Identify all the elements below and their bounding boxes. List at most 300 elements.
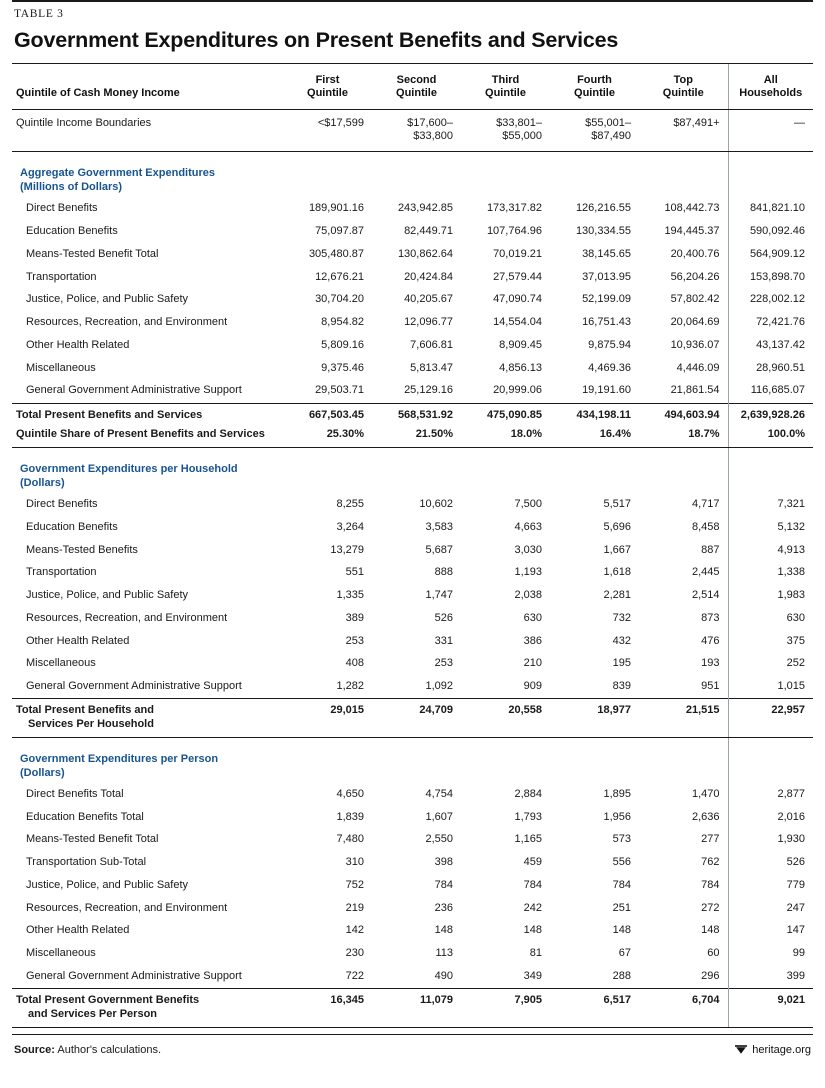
- cell-second-quintile: 130,862.64: [397, 247, 453, 260]
- row-label: Quintile Income Boundaries: [12, 109, 283, 151]
- row-label-line-2: and Services Per Person: [28, 1007, 158, 1020]
- cell-third-quintile: 81: [529, 947, 542, 960]
- header-line-1: Third: [491, 74, 520, 86]
- page-title: Government Expenditures on Present Benefits and Services: [14, 28, 619, 52]
- table-row: [12, 943, 813, 966]
- header-line-1: First: [315, 74, 340, 86]
- header-line-1: Second: [396, 74, 437, 86]
- table-row: [12, 806, 813, 829]
- cell-first-quintile: 12,676.21: [315, 270, 364, 283]
- row-label: Miscellaneous: [26, 657, 96, 670]
- cell-first-quintile: 9,375.46: [321, 361, 364, 374]
- cell-fourth-quintile: 67: [618, 947, 631, 960]
- cell-first-quintile: 3,264: [336, 520, 364, 533]
- cell-second-quintile: 568,531.92: [372, 403, 461, 426]
- cell-top-quintile: 2,514: [691, 589, 720, 602]
- cell-all-households: 228,002.12: [728, 289, 813, 312]
- cell-second-quintile: 11,079: [372, 989, 461, 1028]
- table-row: [12, 266, 813, 289]
- section-heading-line-2: (Dollars): [20, 767, 65, 780]
- section-heading-spacer: [728, 152, 813, 198]
- cell-top-quintile: 873: [701, 611, 720, 624]
- row-label: Transportation: [26, 566, 97, 579]
- cell-fourth-quintile: 38,145.65: [582, 247, 631, 260]
- cell-second-quintile: 7,606.81: [410, 338, 453, 351]
- column-header-all-households: [728, 64, 813, 109]
- cell-first-quintile: 16,345: [283, 989, 372, 1028]
- row-label: Means-Tested Benefit Total: [26, 833, 159, 846]
- cell-first-quintile: 5,809.16: [321, 338, 364, 351]
- cell-fourth-quintile: 434,198.11: [550, 403, 639, 426]
- cell-top-quintile: 277: [701, 833, 720, 846]
- cell-second-quintile: 243,942.85: [397, 202, 453, 215]
- row-label: Transportation: [26, 270, 97, 283]
- value-line-1: $17,600–: [407, 116, 453, 129]
- cell-first-quintile: 189,901.16: [308, 202, 364, 215]
- source-label: Source:: [14, 1044, 55, 1056]
- cell-fourth-quintile: 16.4%: [550, 426, 639, 447]
- cell-top-quintile: 194,445.37: [664, 225, 720, 238]
- table-row: [12, 380, 813, 403]
- header-line-2: Households: [739, 87, 803, 100]
- section-heading-spacer: [728, 737, 813, 783]
- row-label: Miscellaneous: [26, 947, 96, 960]
- cell-fourth-quintile: 2,281: [603, 589, 631, 602]
- cell-third-quintile: 2,884: [514, 787, 542, 800]
- row-label: Direct Benefits Total: [26, 787, 124, 800]
- cell-third-quintile: 47,090.74: [493, 293, 542, 306]
- cell-top-quintile: 2,445: [691, 566, 720, 579]
- cell-all-households: 841,821.10: [728, 198, 813, 221]
- cell-third-quintile: 20,999.06: [493, 384, 542, 397]
- table-header-row: [12, 64, 813, 109]
- cell-top-quintile: 108,442.73: [664, 202, 720, 215]
- table-row: [12, 289, 813, 312]
- table-row: [12, 334, 813, 357]
- cell-all-households: 252: [728, 653, 813, 676]
- cell-all-households: 2,639,928.26: [728, 403, 813, 426]
- cell-fourth-quintile: 126,216.55: [575, 202, 631, 215]
- cell-all-households: 526: [728, 852, 813, 875]
- cell-fourth-quintile: 4,469.36: [588, 361, 631, 374]
- cell-top-quintile: 148: [701, 924, 720, 937]
- table-row: [12, 494, 813, 517]
- cell-third-quintile: 459: [523, 856, 542, 869]
- row-label: [12, 699, 283, 738]
- cell-top-quintile: 784: [701, 878, 720, 891]
- cell-second-quintile: 490: [434, 969, 453, 982]
- cell-second-quintile: 113: [435, 947, 453, 960]
- row-label: Means-Tested Benefits: [26, 543, 138, 556]
- cell-third-quintile: 784: [523, 878, 542, 891]
- cell-top-quintile: 272: [701, 901, 720, 914]
- table-row: [12, 829, 813, 852]
- cell-top-quintile: 21,861.54: [670, 384, 720, 397]
- table-row: [12, 198, 813, 221]
- value-line-2: $33,800: [413, 130, 453, 142]
- cell-second-quintile: 4,754: [425, 787, 453, 800]
- cell-third-quintile: 909: [523, 680, 542, 693]
- row-label: Justice, Police, and Public Safety: [26, 589, 189, 602]
- table-row: [12, 852, 813, 875]
- cell-third-quintile: 7,905: [461, 989, 550, 1028]
- row-label: Total Present Benefits and Services: [12, 403, 283, 426]
- value-line-1: $33,801–: [496, 116, 542, 129]
- source-note: [14, 1044, 161, 1056]
- row-label: Resources, Recreation, and Environment: [26, 901, 228, 914]
- cell-all-households: 116,685.07: [728, 380, 813, 403]
- cell-first-quintile: 29,503.71: [315, 384, 364, 397]
- cell-all-households: 564,909.12: [728, 243, 813, 266]
- expenditures-table: [12, 64, 813, 1028]
- cell-first-quintile: 667,503.45: [283, 403, 372, 426]
- cell-second-quintile: 526: [434, 611, 453, 624]
- cell-top-quintile: 887: [701, 543, 720, 556]
- cell-all-households: 5,132: [728, 516, 813, 539]
- cell-first-quintile: 310: [345, 856, 364, 869]
- cell-second-quintile: 2,550: [425, 833, 453, 846]
- cell-top-quintile: 2,636: [691, 810, 720, 823]
- cell-first-quintile: 253: [345, 634, 364, 647]
- cell-all-households: 1,338: [728, 562, 813, 585]
- table-row: [12, 221, 813, 244]
- cell-fourth-quintile: 18,977: [550, 699, 639, 738]
- cell-all-households: 99: [728, 943, 813, 966]
- cell-third-quintile: 242: [523, 901, 542, 914]
- cell-top-quintile: 10,936.07: [670, 338, 720, 351]
- header-line-2: Quintile: [307, 87, 348, 100]
- heritage-logo-icon: [735, 1044, 747, 1056]
- cell-all-households: 630: [728, 607, 813, 630]
- cell-second-quintile: 5,687: [425, 543, 453, 556]
- page-footer: [0, 1034, 825, 1088]
- header-line-2: Quintile: [662, 87, 704, 100]
- cell-first-quintile: 7,480: [336, 833, 364, 846]
- cell-second-quintile: 12,096.77: [404, 316, 453, 329]
- cell-second-quintile: 253: [434, 657, 453, 670]
- cell-first-quintile: <$17,599: [283, 109, 372, 151]
- row-label: General Government Administrative Support: [26, 969, 242, 982]
- cell-third-quintile: 210: [523, 657, 542, 670]
- cell-fourth-quintile: 432: [612, 634, 631, 647]
- row-label: Justice, Police, and Public Safety: [26, 878, 189, 891]
- cell-fourth-quintile: 9,875.94: [588, 338, 631, 351]
- cell-top-quintile: 4,717: [691, 498, 720, 511]
- cell-first-quintile: 230: [345, 947, 364, 960]
- cell-all-households: 28,960.51: [728, 357, 813, 380]
- cell-all-households: —: [728, 109, 813, 151]
- row-label: Resources, Recreation, and Environment: [26, 611, 228, 624]
- cell-first-quintile: 389: [345, 611, 364, 624]
- cell-all-households: 1,015: [728, 676, 813, 699]
- cell-fourth-quintile: 1,895: [603, 787, 631, 800]
- cell-first-quintile: 75,097.87: [315, 225, 364, 238]
- cell-all-households: 7,321: [728, 494, 813, 517]
- cell-fourth-quintile: 52,199.09: [582, 293, 631, 306]
- cell-second-quintile: 10,602: [419, 498, 453, 511]
- cell-top-quintile: 494,603.94: [639, 403, 728, 426]
- cell-all-households: 1,983: [728, 585, 813, 608]
- row-label: Other Health Related: [26, 924, 130, 937]
- cell-first-quintile: 8,954.82: [321, 316, 364, 329]
- cell-top-quintile: 8,458: [691, 520, 720, 533]
- cell-third-quintile: 475,090.85: [461, 403, 550, 426]
- cell-fourth-quintile: 5,517: [603, 498, 631, 511]
- row-label: Direct Benefits: [26, 498, 98, 511]
- table-row: [12, 676, 813, 699]
- row-label: Quintile Share of Present Benefits and Services: [12, 426, 283, 447]
- table-row-quintile-income-boundaries: [12, 109, 813, 151]
- cell-first-quintile: 752: [345, 878, 364, 891]
- cell-second-quintile: 5,813.47: [410, 361, 453, 374]
- row-label: Justice, Police, and Public Safety: [26, 293, 189, 306]
- header-line-2: Quintile: [396, 87, 437, 100]
- row-label: Education Benefits: [26, 520, 118, 533]
- section-heading-line-1: Aggregate Government Expenditures: [20, 167, 215, 180]
- cell-third-quintile: 1,193: [514, 566, 542, 579]
- header-line-2: Quintile: [574, 87, 615, 100]
- cell-second-quintile: 21.50%: [372, 426, 461, 447]
- cell-top-quintile: $87,491+: [639, 109, 728, 151]
- cell-fourth-quintile: 130,334.55: [575, 225, 631, 238]
- brand-footer: [735, 1044, 811, 1056]
- table-row-total-present-benefits-and-services: [12, 403, 813, 426]
- cell-third-quintile: 4,663: [514, 520, 542, 533]
- table-row: [12, 607, 813, 630]
- cell-top-quintile: 762: [701, 856, 720, 869]
- section-heading-line-2: (Dollars): [20, 477, 65, 490]
- cell-first-quintile: 142: [345, 924, 364, 937]
- table-row: [12, 539, 813, 562]
- cell-fourth-quintile: [550, 109, 639, 151]
- table-row: [12, 783, 813, 806]
- cell-all-households: 100.0%: [728, 426, 813, 447]
- column-header-fourth-quintile: [550, 64, 639, 109]
- header-line-2: Quintile: [485, 87, 526, 100]
- cell-fourth-quintile: 288: [612, 969, 631, 982]
- table-row: [12, 357, 813, 380]
- cell-fourth-quintile: 251: [612, 901, 631, 914]
- cell-second-quintile: 40,205.67: [404, 293, 453, 306]
- cell-top-quintile: 18.7%: [639, 426, 728, 447]
- cell-all-households: 9,021: [728, 989, 813, 1028]
- cell-all-households: 22,957: [728, 699, 813, 738]
- cell-third-quintile: [461, 109, 550, 151]
- cell-second-quintile: 3,583: [425, 520, 453, 533]
- cell-third-quintile: 14,554.04: [493, 316, 542, 329]
- cell-second-quintile: 236: [434, 901, 453, 914]
- cell-second-quintile: 20,424.84: [404, 270, 453, 283]
- cell-top-quintile: 1,470: [691, 787, 720, 800]
- cell-top-quintile: 57,802.42: [670, 293, 720, 306]
- cell-second-quintile: 1,092: [425, 680, 453, 693]
- table-label: TABLE 3: [14, 8, 64, 20]
- cell-third-quintile: 20,558: [461, 699, 550, 738]
- cell-third-quintile: 107,764.96: [486, 225, 542, 238]
- cell-third-quintile: 7,500: [514, 498, 542, 511]
- cell-second-quintile: 82,449.71: [404, 225, 453, 238]
- column-header-first-quintile: [283, 64, 372, 109]
- row-label: Direct Benefits: [26, 202, 98, 215]
- cell-top-quintile: 476: [701, 634, 720, 647]
- cell-second-quintile: 1,747: [425, 589, 453, 602]
- cell-second-quintile: 25,129.16: [404, 384, 453, 397]
- table-row-total-per-household: [12, 699, 813, 738]
- cell-top-quintile: 20,400.76: [670, 247, 720, 260]
- row-label: [12, 989, 283, 1028]
- table-row: [12, 312, 813, 335]
- column-header-second-quintile: [372, 64, 461, 109]
- cell-first-quintile: 1,282: [336, 680, 364, 693]
- cell-fourth-quintile: 19,191.60: [582, 384, 631, 397]
- header-line-1: Top: [673, 74, 693, 86]
- cell-second-quintile: 148: [434, 924, 453, 937]
- row-label-line-1: Total Present Benefits and: [16, 704, 154, 717]
- table-row-quintile-share: [12, 426, 813, 447]
- cell-third-quintile: 8,909.45: [499, 338, 542, 351]
- cell-all-households: 247: [728, 897, 813, 920]
- section-heading-text: [12, 152, 728, 198]
- cell-third-quintile: 148: [523, 924, 542, 937]
- header-line-1: Fourth: [577, 74, 612, 86]
- table-row: [12, 562, 813, 585]
- table-row-total-per-person: [12, 989, 813, 1028]
- cell-first-quintile: 305,480.87: [308, 247, 364, 260]
- table-row: [12, 516, 813, 539]
- cell-third-quintile: 18.0%: [461, 426, 550, 447]
- cell-second-quintile: 331: [434, 634, 453, 647]
- value-line-2: $87,490: [591, 130, 631, 142]
- row-label-line-2: Services Per Household: [28, 718, 154, 731]
- section-heading-line-2: (Millions of Dollars): [20, 181, 123, 194]
- cell-all-households: 590,092.46: [728, 221, 813, 244]
- cell-fourth-quintile: 148: [612, 924, 631, 937]
- table-row: [12, 965, 813, 988]
- table-row: [12, 897, 813, 920]
- cell-all-households: 399: [728, 965, 813, 988]
- table-row: [12, 630, 813, 653]
- row-label: Means-Tested Benefit Total: [26, 247, 159, 260]
- value-line-1: $55,001–: [585, 116, 631, 129]
- table-row: [12, 920, 813, 943]
- section-heading-spacer: [728, 448, 813, 494]
- table-row: [12, 585, 813, 608]
- cell-fourth-quintile: 839: [612, 680, 631, 693]
- section-heading-text: [12, 448, 728, 494]
- cell-first-quintile: 722: [345, 969, 364, 982]
- cell-top-quintile: 21,515: [639, 699, 728, 738]
- source-text: Author's calculations.: [54, 1044, 162, 1056]
- cell-third-quintile: 630: [523, 611, 542, 624]
- cell-first-quintile: 29,015: [283, 699, 372, 738]
- cell-third-quintile: 2,038: [514, 589, 542, 602]
- cell-second-quintile: 888: [434, 566, 453, 579]
- cell-all-households: 72,421.76: [728, 312, 813, 335]
- cell-first-quintile: 1,839: [336, 810, 364, 823]
- cell-all-households: 1,930: [728, 829, 813, 852]
- cell-all-households: 4,913: [728, 539, 813, 562]
- cell-all-households: 779: [728, 874, 813, 897]
- cell-top-quintile: 296: [701, 969, 720, 982]
- cell-all-households: 153,898.70: [728, 266, 813, 289]
- row-label: Transportation Sub-Total: [26, 856, 147, 869]
- table-row: [12, 243, 813, 266]
- cell-third-quintile: 386: [523, 634, 542, 647]
- cell-top-quintile: 951: [701, 680, 720, 693]
- value-line-2: $55,000: [502, 130, 542, 142]
- cell-fourth-quintile: 784: [612, 878, 631, 891]
- cell-third-quintile: 173,317.82: [486, 202, 542, 215]
- column-header-third-quintile: [461, 64, 550, 109]
- row-label: Resources, Recreation, and Environment: [26, 316, 228, 329]
- cell-fourth-quintile: 556: [612, 856, 631, 869]
- cell-third-quintile: 27,579.44: [493, 270, 542, 283]
- cell-top-quintile: 6,704: [639, 989, 728, 1028]
- cell-second-quintile: 398: [434, 856, 453, 869]
- brand-name: heritage.org: [752, 1044, 811, 1056]
- row-label: General Government Administrative Support: [26, 384, 242, 397]
- header-line-1: All: [763, 74, 778, 86]
- row-label: Other Health Related: [26, 634, 130, 647]
- cell-all-households: 43,137.42: [728, 334, 813, 357]
- cell-all-households: 375: [728, 630, 813, 653]
- section-heading-text: [12, 737, 728, 783]
- cell-first-quintile: 4,650: [336, 787, 364, 800]
- section-heading-line-1: Government Expenditures per Household: [20, 463, 238, 476]
- row-label-line-1: Total Present Government Benefits: [16, 994, 200, 1007]
- cell-fourth-quintile: 732: [612, 611, 631, 624]
- cell-second-quintile: 784: [434, 878, 453, 891]
- cell-top-quintile: 56,204.26: [670, 270, 720, 283]
- cell-third-quintile: 1,165: [514, 833, 542, 846]
- cell-first-quintile: 30,704.20: [315, 293, 364, 306]
- cell-first-quintile: 25.30%: [283, 426, 372, 447]
- cell-third-quintile: 3,030: [514, 543, 542, 556]
- cell-top-quintile: 20,064.69: [670, 316, 720, 329]
- table-row: [12, 874, 813, 897]
- cell-first-quintile: 219: [345, 901, 364, 914]
- cell-first-quintile: 1,335: [336, 589, 364, 602]
- cell-first-quintile: 13,279: [330, 543, 364, 556]
- section-heading-line-1: Government Expenditures per Person: [20, 752, 219, 765]
- column-header-row-label: Quintile of Cash Money Income: [12, 64, 283, 109]
- row-label: Miscellaneous: [26, 361, 96, 374]
- cell-fourth-quintile: 573: [612, 833, 631, 846]
- row-label: General Government Administrative Support: [26, 680, 242, 693]
- section-heading-per-household: [12, 448, 813, 494]
- table-row: [12, 653, 813, 676]
- cell-fourth-quintile: 16,751.43: [582, 316, 631, 329]
- cell-fourth-quintile: 195: [612, 657, 631, 670]
- cell-fourth-quintile: 5,696: [603, 520, 631, 533]
- cell-first-quintile: 551: [345, 566, 364, 579]
- column-header-top-quintile: [639, 64, 728, 109]
- cell-top-quintile: 4,446.09: [676, 361, 720, 374]
- cell-third-quintile: 1,793: [514, 810, 542, 823]
- cell-second-quintile: [372, 109, 461, 151]
- section-heading-per-person: [12, 737, 813, 783]
- cell-third-quintile: 4,856.13: [499, 361, 542, 374]
- cell-all-households: 2,016: [728, 806, 813, 829]
- cell-first-quintile: 408: [345, 657, 364, 670]
- cell-top-quintile: 193: [701, 657, 720, 670]
- cell-all-households: 147: [728, 920, 813, 943]
- cell-third-quintile: 349: [523, 969, 542, 982]
- row-label: Other Health Related: [26, 338, 130, 351]
- cell-fourth-quintile: 1,956: [603, 810, 631, 823]
- cell-second-quintile: 1,607: [425, 810, 453, 823]
- cell-fourth-quintile: 1,618: [603, 566, 631, 579]
